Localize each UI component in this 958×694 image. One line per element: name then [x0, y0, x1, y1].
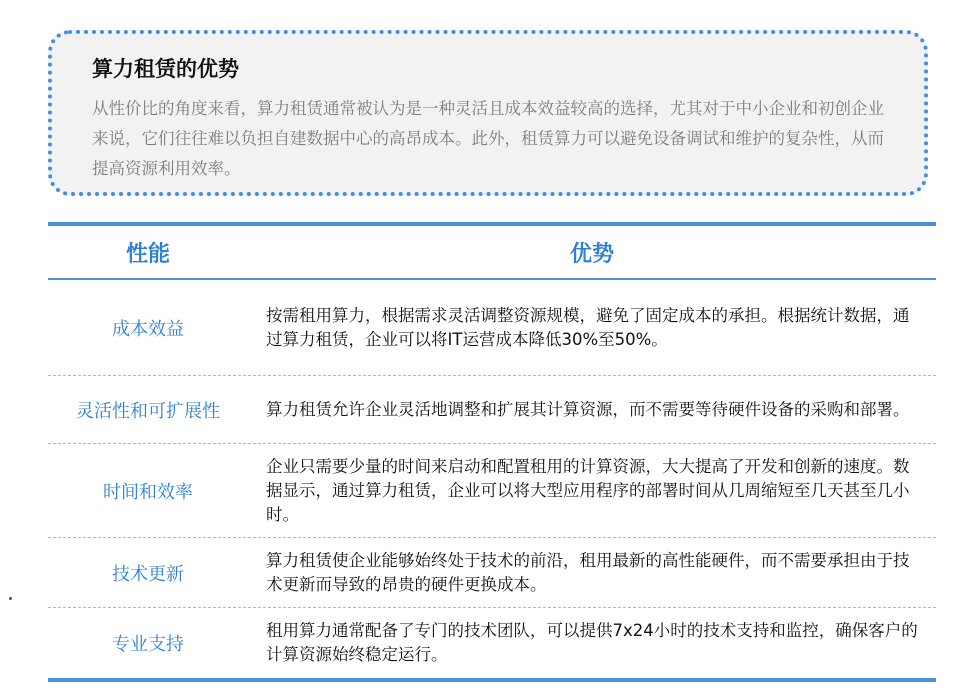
row-text: 算力租赁允许企业灵活地调整和扩展其计算资源，而不需要等待硬件设备的采购和部署。 — [266, 399, 910, 419]
table-row — [48, 608, 936, 678]
row-label: 专业支持 — [112, 634, 184, 655]
table-row — [48, 538, 936, 608]
table-row — [48, 444, 936, 538]
table-row — [48, 376, 936, 444]
callout-body: 从性价比的角度来看，算力租赁通常被认为是一种灵活且成本效益较高的选择，尤其对于中小企业和初创企业来说，它们往往难以负担自建数据中心的高昂成本。此外，租赁算力可以避免设备调试和维护的复杂性，从而提高资源利用效率。 — [92, 99, 884, 178]
table-header — [48, 226, 936, 280]
row-text: 按需租用算力，根据需求灵活调整资源规模，避免了固定成本的承担。根据统计数据，通过算力租赁，企业可以将IT运营成本降低30%至50%。 — [266, 305, 910, 349]
row-text: 企业只需要少量的时间来启动和配置租用的计算资源，大大提高了开发和创新的速度。数据显示，通过算力租赁，企业可以将大型应用程序的部署时间从几周缩短至几天甚至几小时。 — [266, 456, 910, 524]
advantages-callout — [48, 30, 928, 196]
header-advantage: 优势 — [569, 241, 614, 267]
row-label: 时间和效率 — [103, 481, 193, 503]
row-text: 算力租赁使企业能够始终处于技术的前沿，租用最新的高性能硬件，而不需要承担由于技术更新而导致的昂贵的硬件更换成本。 — [266, 550, 910, 594]
advantages-table — [48, 222, 936, 682]
row-label: 灵活性和可扩展性 — [76, 400, 220, 422]
table-row — [48, 280, 936, 376]
row-label: 成本效益 — [112, 318, 184, 340]
margin-dot — [9, 597, 12, 600]
header-performance: 性能 — [125, 241, 170, 267]
row-label: 技术更新 — [112, 563, 184, 585]
row-text: 租用算力通常配备了专门的技术团队，可以提供7x24小时的技术支持和监控，确保客户的计算资源始终稳定运行。 — [266, 621, 918, 664]
callout-title: 算力租赁的优势 — [92, 57, 239, 81]
